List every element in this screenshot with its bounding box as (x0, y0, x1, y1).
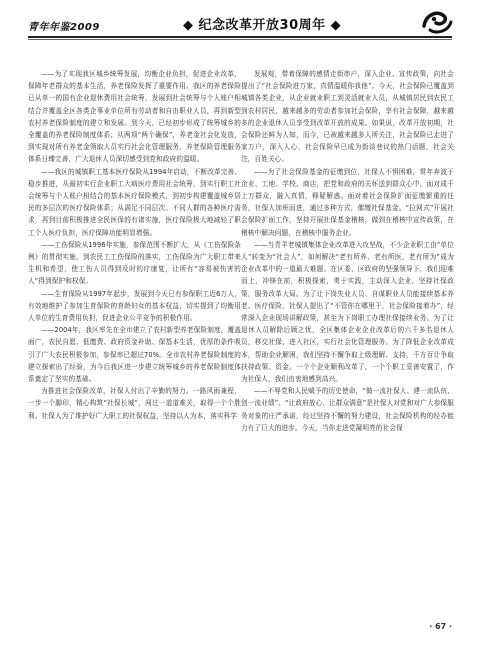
anniversary-logo-icon (420, 6, 454, 36)
paragraph: ——我区的城镇职工基本医疗保险从1994年启动，不断改革完善、稳步推进，从最初实行企业职工大病医疗费用社会统筹，到实行职工社会统筹与个人账户相结合的基本医疗保险模式，到初步构建覆盖城乡居民的多层次的医疗保险体系；从满足不同层次、不同人群的各种医疗需求，再到目前积极推进全民医保的有诸实施，医疗保险极大地减轻了职工个人医疗负担，医疗保障功能明显增强。 (28, 167, 241, 237)
paragraph: 为推进社会保险改革，社保人付出了辛勤的努力。一路风雨兼程，一步一个脚印，精心构筑“社保长城”，闯过一道道难关，取得一个个胜利。社保人为了维护好广大职工的社保权益，坚持以人为本，落实科学 (28, 387, 241, 420)
paragraph: ——当青羊老城镇集体企业改革进入攻坚战，不少企业职工由“单位人”转变为“社会人”，如何解决“老有所养、老有所医，老有所为”成为企业改革中的一道最大难题。在区委、区政府的坚强领导下，我们迎难而上，冲锋在前，积极探索，勇于实践，主动深入企业，坚持社保政策，服务改革大局。为了让下岗失业人员、自谋职业人员能接续基本养老、医疗保险，社保人提出了“不管你在哪里干，社会保险接着办”，经常深入企业现场讲解政策，甚至为下岗职工办理社保接续业务。为了让退休人员解除后顾之忧，全区集体企业企业改革后的六千多名退休人员，移交社保，进入社区，实行社会化管理服务。为了降低企业改革成本，帮助企业解困，我们坚持不懈争取上级理解、支持，千方百计争取扶持政策、资金。一个个企业顺利改革了，一个个职工妥善安置了，作为社保人，我们由衷地感到高兴。 (241, 240, 454, 384)
paragraph: ——工伤保险从1996年实施，参保范围不断扩大，从《工伤保险条例》的贯彻实施，到农民工工伤保险的落实，工伤保险为广大职工带来生机和希望，使工伤人员得到及时的疗康复，让所有“容易被伤害的人”得到保护和权保。 (28, 240, 241, 286)
page-header (28, 6, 452, 36)
paragraph: ——生育保险从1997年起步，发展到今天已有参保职工近6万人，有效地维护了参加生育保险的育龄妇女的基本权益，切实提到了均衡用人单位的生育费用负担，促进企业公平竞争的积极作用。 (28, 289, 241, 323)
header-rule (28, 36, 452, 38)
paragraph: ——2004年，我区率先在全市建立了农村新型养老保险制度，覆盖面广，农民自愿、低缴费、政府资金补助、保基本生活，优厚的条件吸引了广大农民积极参加，参保率已超过70%。全市农村养老保险制度的建立探索出了经验，为今后我区进一步建立统筹城乡的养老保险制度体系奠定了坚实的基础。 (28, 326, 241, 384)
header-rule-thin (28, 39, 452, 40)
left-column (28, 68, 241, 422)
right-column (241, 68, 454, 434)
paragraph: ——为了实现我区城乡统筹发展，均衡企业负担，促进企业改革，保障年老群众的基本生活，养老保险发挥了重要作用。我区的养老保险已从单一的国有企业退休费用社会统筹，发展到社会统筹与个人账户相结合并覆盖全区各类企事业单位所有劳动者和自由职业人员，再到新型农村养老保险制度的建立和发展。到今天，已经初步形成了统筹城乡的全覆盖的养老保险制度体系；从两项“两个确保”，养老金社会化发放，到实现对所有养老金领取人员实行社会化管理服务，养老保险管理服务体系日臻完善，广大退休人员深切感受到党和政府的温暖。 (28, 70, 241, 164)
page-number: · 67 · (429, 622, 452, 631)
journal-year-label: 青年年鉴2009 (28, 22, 100, 33)
paragraph: ——为了社会保险基金的征缴到位，社保人不惧困难，常年奔波于企业、工地、学校、商店，把党和政府的关怀送到群众心中，面对成千上万群众，融入真情，释疑解惑。面对着社会保险扩面征缴繁重的任务，社保人加班而进，通过多种方式，催缴社保基金。“拉网式”开展社会保险扩面工作，坚持开展社保基金稽核，做到在稽核中宣传政策，在稽核中解决问题，在稽核中服务企业。 (241, 167, 454, 237)
section-title: ◆ 纪念改革开放30周年 ◆ (183, 18, 342, 33)
paragraph: 发展观，带着保障的感情走街串户，深入企业、宣传政策，向社会提出了“社会保险进万家，真情温暖你我他”。今天，社会保险已覆盖到城镇各类企业，从企业就业职工到灵活就业人员，从城镇居民到农民工到农村居民，越来越多的劳动者参加社会保险，享有社会保障，越来越多的企业退休人员享受到改革开放的成果。如果说，改革开放初期，社会保险还鲜为人知，而今，已被越来越多人所关注，社会保险已走进了家万户，深入人心，社会保险早已成为街谈巷议的热门话题，社会关注，百姓关心。 (241, 70, 454, 164)
paragraph: ——不辱党和人民赋予的历史使命，“做一流社保人、建一流队伍、创一流业绩”、“让政府放心、让群众满意”是社保人对党和对广大参保服务对象的庄严承诺，经过坚持不懈的努力建设，社会保险机构的经办能力有了巨大的进步。今天，当你走进党凝明亮的社会保 (241, 387, 455, 432)
